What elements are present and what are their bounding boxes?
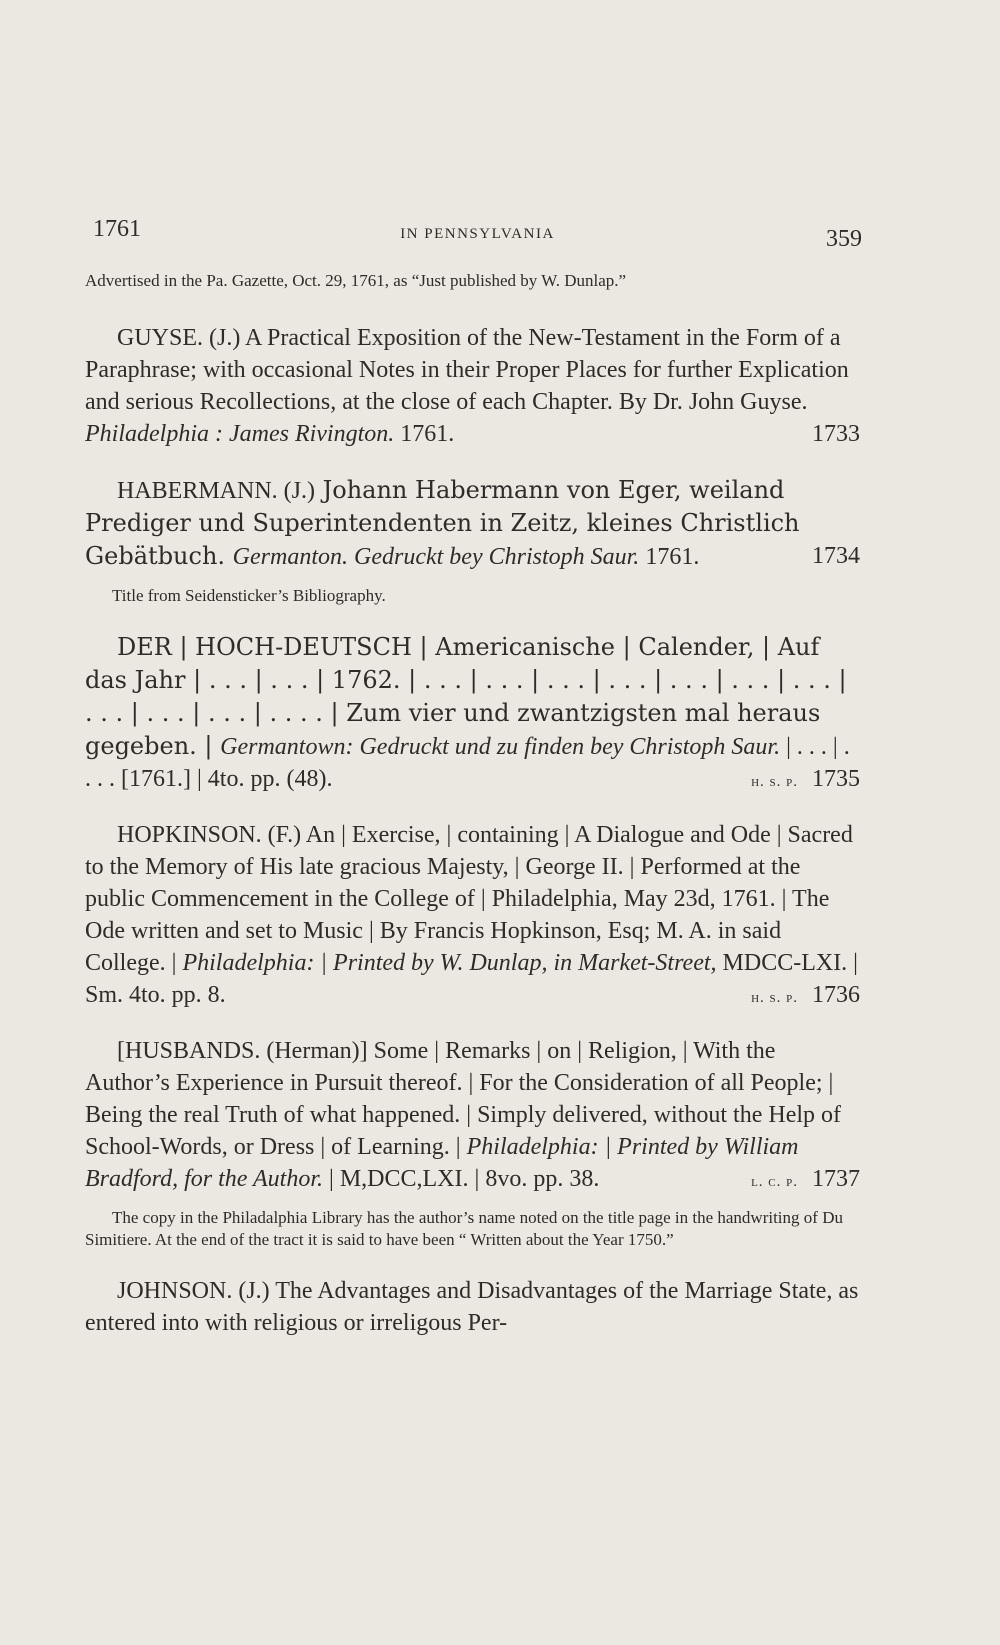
entry-1734 (85, 474, 860, 573)
source-abbrev: h. s. p. (751, 990, 798, 1006)
entry-title: A Practical Exposition of the New-Testament in the Form of a Paraphrase; with occasional Notes in their Proper Places for further Explication and serious Recollections, at the close of each Chapter. By Dr. John Guyse. (85, 325, 849, 415)
entry-tail: 1761. (639, 544, 700, 570)
entry-number: 1737 (812, 1166, 860, 1192)
running-header (93, 214, 862, 254)
entry-imprint: Philadelphia : James Rivington. (85, 421, 395, 447)
entry-title: The Advantages and Disadvantages of the Marriage State, as entered into with religious or irreligous Per- (85, 1278, 859, 1336)
entry-1733 (85, 322, 860, 450)
entry-author: [HUSBANDS. (Herman)] (117, 1038, 368, 1064)
entry-tail: MDCC-LXI. | Sm. 4to. pp. 8. (85, 950, 858, 1008)
entry-imprint: Philadelphia: | Printed by W. Dunlap, in Market-Street, (182, 950, 717, 976)
entry-number: 1734 (812, 543, 860, 569)
note-husbands: The copy in the Philadalphia Library has the author’s name noted on the title page in the handwriting of Du Simitiere. At the end of the tract it is said to have been “ Written about the Year 1750.” (85, 1208, 843, 1249)
entry-title: Some | Remarks | on | Religion, | With the Author’s Experience in Pursuit thereof. | For the Consideration of all People; | Being the real Truth of what happened. | Simply delivered, without the Help of School-Words, or Dress | of Learning. | (85, 1038, 841, 1160)
entry-1735 (85, 631, 860, 795)
entry-tail: | . . . | . . . . [1761.] | 4to. pp. (48). (85, 734, 850, 792)
entry-number: 1733 (812, 421, 860, 447)
entry-imprint: Philadelphia: | Printed by William Bradford, for the Author. (85, 1134, 799, 1192)
entry-number-wrap (719, 763, 860, 798)
text-column (85, 270, 860, 1339)
entry-number: 1735 (812, 766, 860, 792)
source-abbrev: h. s. p. (751, 774, 798, 790)
entry-author: HOPKINSON. (F.) (117, 822, 302, 848)
entry-imprint: Germanton. Gedruckt bey Christoph Saur. (232, 544, 640, 570)
entry-author: GUYSE. (J.) (117, 325, 241, 351)
entry-tail: 1761. (394, 421, 455, 447)
source-abbrev: l. c. p. (751, 1174, 798, 1190)
entry-number-wrap (719, 1163, 860, 1198)
entry-title: An | Exercise, | containing | A Dialogue and Ode | Sacred to the Memory of His late gracious Majesty, | George II. | Performed at the public Commencement in the College of | Philadelphia, May 23d, 1761. | The Ode written and set to Music | By Francis Hopkinson, Esq; M. A. in said College. | (85, 822, 853, 976)
intro-note: Advertised in the Pa. Gazette, Oct. 29, 1761, as “Just published by W. Dunlap.” (85, 271, 627, 290)
page-number: 359 (826, 226, 862, 252)
header-title: IN PENNSYLVANIA (400, 226, 555, 242)
header-year: 1761 (93, 216, 141, 242)
entry-title: DER | HOCH-DEUTSCH | Americanische | Calender, | Auf das Jahr | . . . | . . . | 1762. | . . . | . . . | . . . | . . . | . . . | . . . | . . . | . . . | . . . | . . . | . . . . | Zum vier und zwantzigsten mal heraus gegeben. | (85, 633, 847, 760)
note-habermann: Title from Seidensticker’s Bibliography. (112, 586, 386, 605)
entry-1737 (85, 1035, 860, 1195)
entry-number-wrap (719, 979, 860, 1014)
entry-author: JOHNSON. (J.) (117, 1278, 270, 1304)
entry-title: Johann Habermann von Eger, weiland Prediger und Superintendenten in Zeitz, kleines Christlich Gebätbuch. (85, 476, 800, 570)
entry-tail: | M,DCC,LXI. | 8vo. pp. 38. (323, 1166, 600, 1192)
entry-imprint: Germantown: Gedruckt und zu finden bey Christoph Saur. (220, 734, 781, 760)
entry-number: 1736 (812, 982, 860, 1008)
entry-1736 (85, 819, 860, 1011)
entry-author: HABERMANN. (J.) (117, 478, 315, 504)
entry-johnson (85, 1275, 860, 1339)
